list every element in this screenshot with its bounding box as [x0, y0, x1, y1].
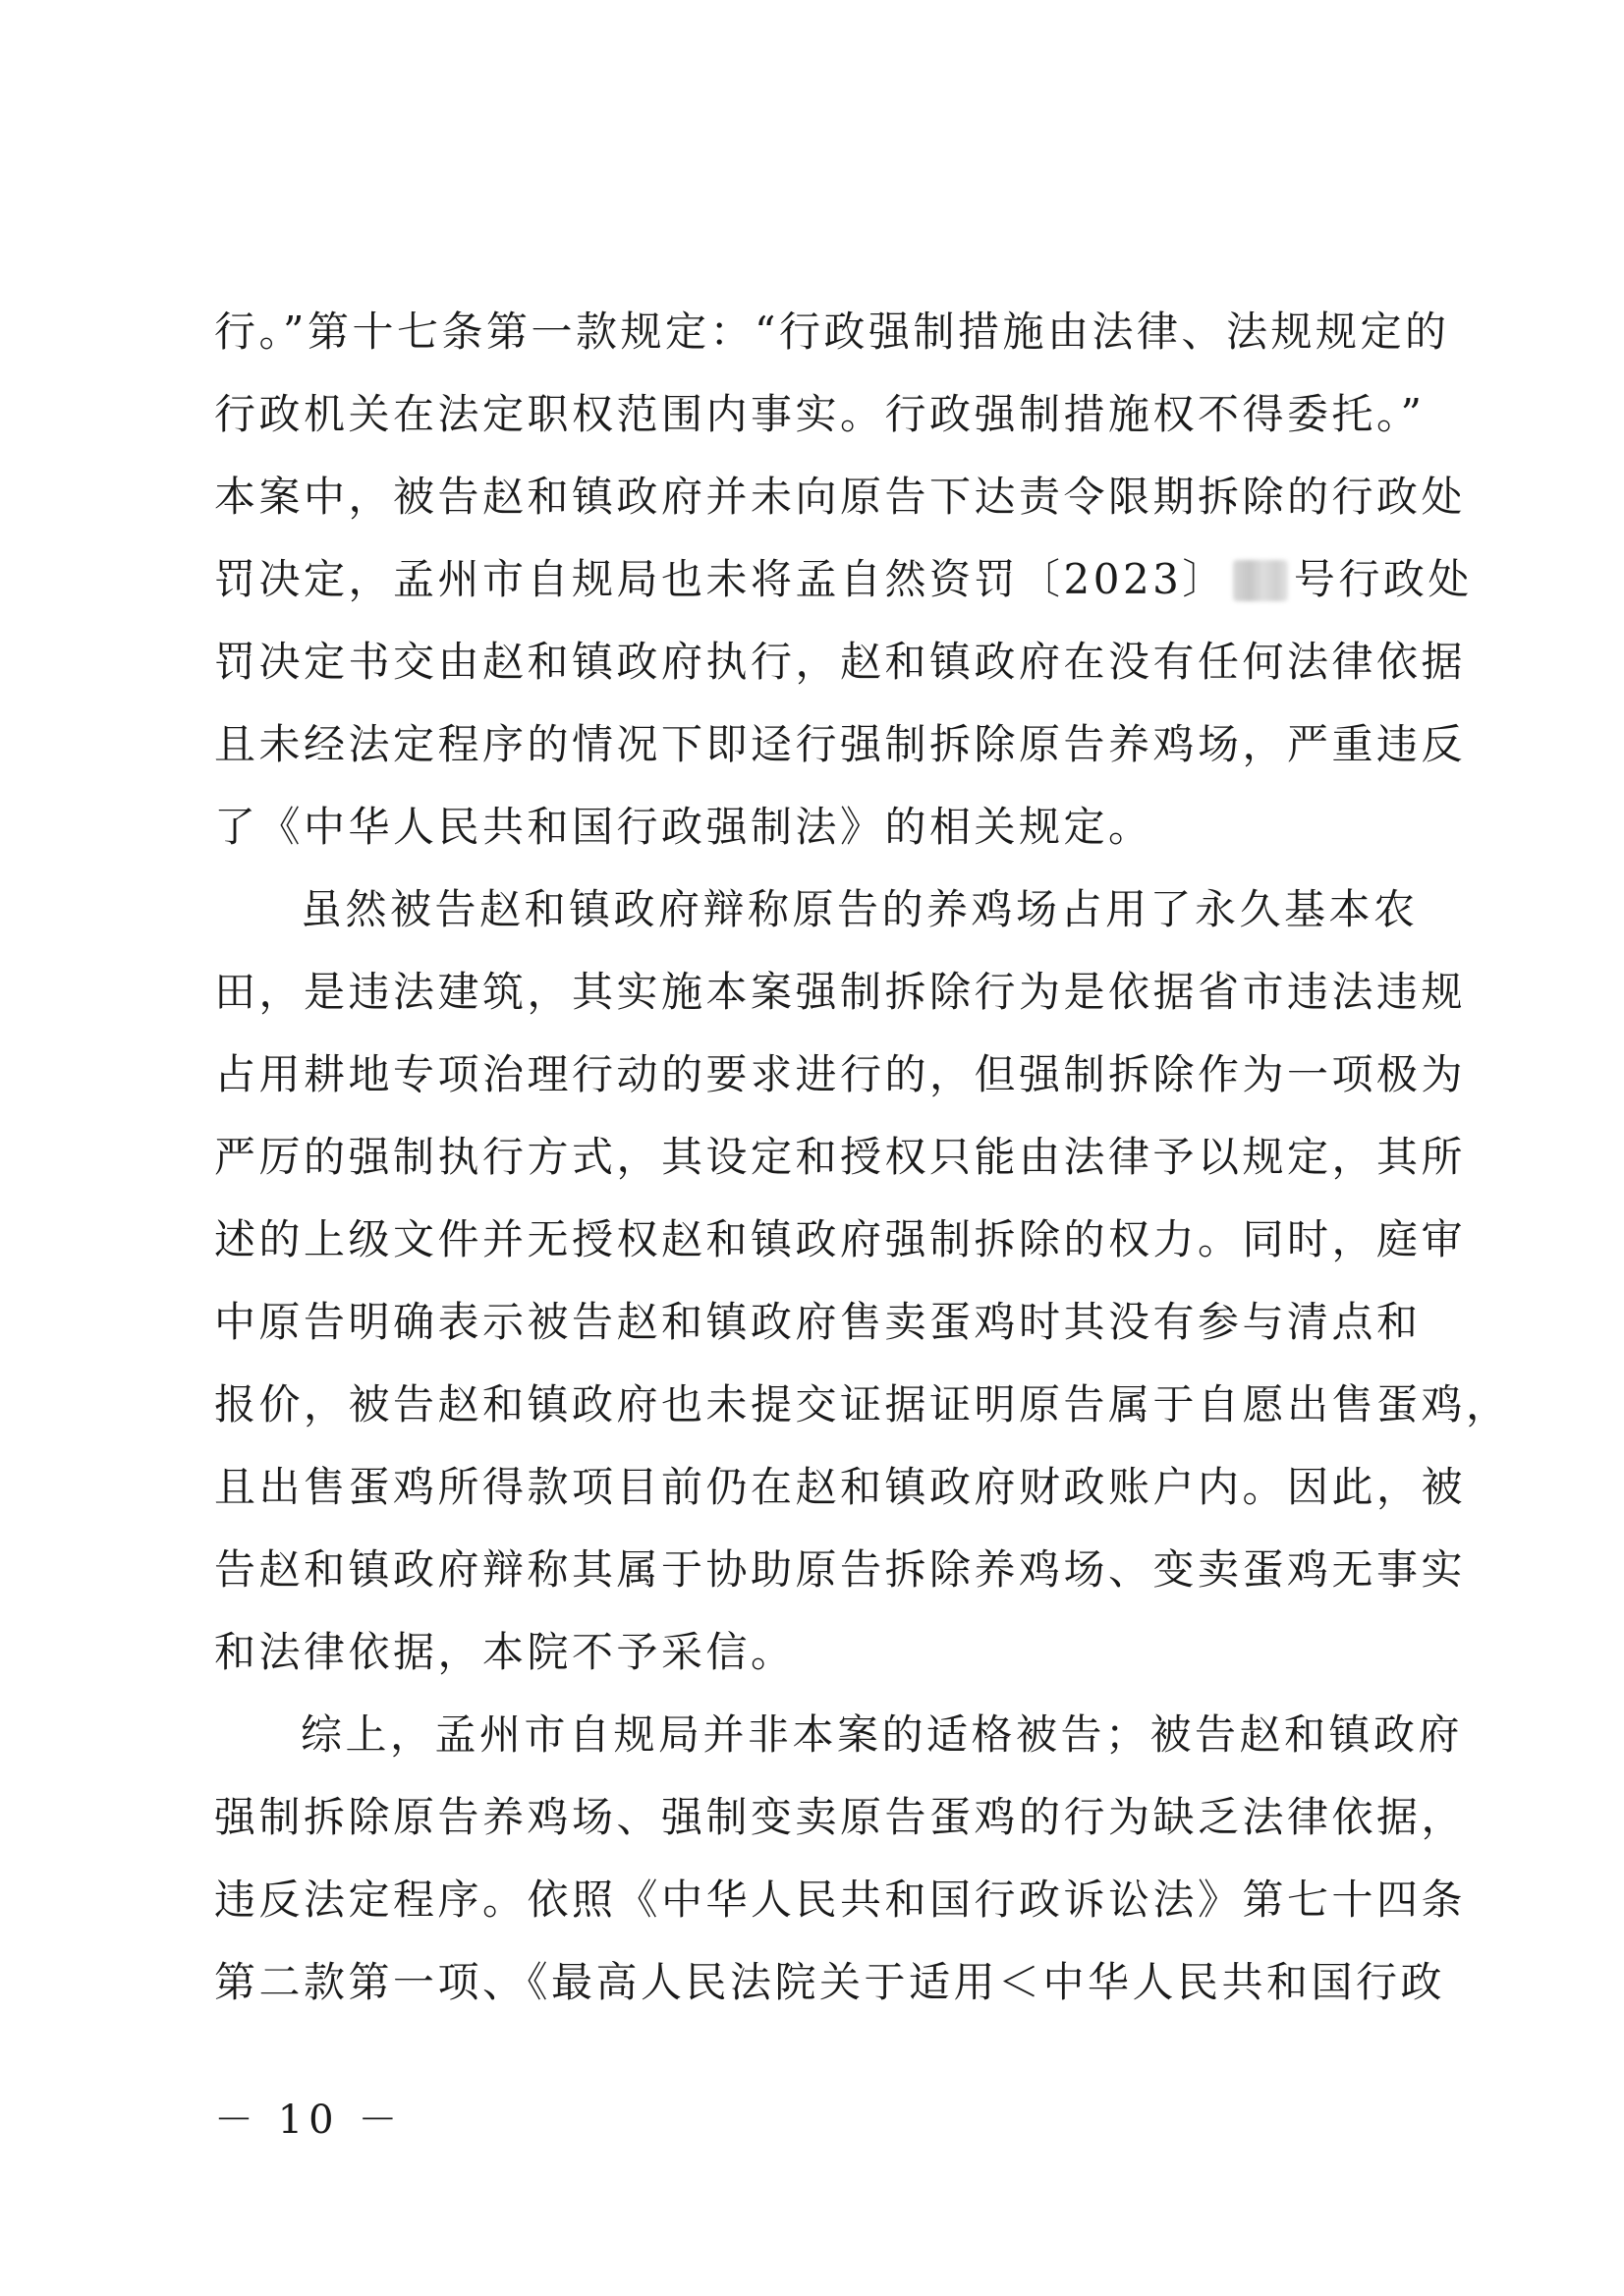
- text-line-21: 第二款第一项、《最高人民法院关于适用＜中华人民共和国行政: [214, 1958, 1446, 2006]
- redacted-number: [1233, 560, 1288, 601]
- text-line-10: 占用耕地专项治理行动的要求进行的，但强制拆除作为一项极为: [214, 1050, 1467, 1098]
- text-line-18: 综上，孟州市自规局并非本案的适格被告；被告赵和镇政府: [301, 1710, 1464, 1759]
- text-line-4: [214, 538, 1473, 621]
- page-number: － 10 －: [214, 2098, 404, 2143]
- text-line-12: 述的上级文件并无授权赵和镇政府强制拆除的权力。同时，庭审: [214, 1215, 1467, 1263]
- text-line-3: 本案中，被告赵和镇政府并未向原告下达责令限期拆除的行政处: [214, 473, 1467, 521]
- text-line-11: 严厉的强制执行方式，其设定和授权只能由法律予以规定，其所: [214, 1133, 1467, 1181]
- text-line-8: 虽然被告赵和镇政府辩称原告的养鸡场占用了永久基本农: [301, 885, 1419, 933]
- text-line-1: 行。”第十七条第一款规定：“行政强制措施由法律、法规规定的: [214, 308, 1450, 356]
- text-line-14: 报价，被告赵和镇政府也未提交证据证明原告属于自愿出售蛋鸡，: [214, 1380, 1511, 1428]
- text-line-9: 田，是违法建筑，其实施本案强制拆除行为是依据省市违法违规: [214, 968, 1467, 1016]
- text-line-17: 和法律依据，本院不予采信。: [214, 1628, 796, 1676]
- text-line-19: 强制拆除原告养鸡场、强制变卖原告蛋鸡的行为缺乏法律依据，: [214, 1793, 1467, 1841]
- text-line-13: 中原告明确表示被告赵和镇政府售卖蛋鸡时其没有参与清点和: [214, 1298, 1422, 1346]
- text-line-15: 且出售蛋鸡所得款项目前仍在赵和镇政府财政账户内。因此，被: [214, 1463, 1467, 1511]
- text-line-7: 了《中华人民共和国行政强制法》的相关规定。: [214, 803, 1153, 851]
- text-line-5: 罚决定书交由赵和镇政府执行，赵和镇政府在没有任何法律依据: [214, 638, 1467, 686]
- text-line-16: 告赵和镇政府辩称其属于协助原告拆除养鸡场、变卖蛋鸡无事实: [214, 1545, 1467, 1594]
- text-line-4-before: 罚决定，孟州市自规局也未将孟自然资罚〔2023〕: [214, 555, 1227, 603]
- body-text: [214, 291, 1511, 2024]
- text-line-6: 且未经法定程序的情况下即迳行强制拆除原告养鸡场，严重违反: [214, 720, 1467, 768]
- text-line-20: 违反法定程序。依照《中华人民共和国行政诉讼法》第七十四条: [214, 1876, 1467, 1924]
- text-line-2: 行政机关在法定职权范围内事实。行政强制措施权不得委托。”: [214, 390, 1426, 438]
- text-line-4-after: 号行政处: [1293, 555, 1473, 603]
